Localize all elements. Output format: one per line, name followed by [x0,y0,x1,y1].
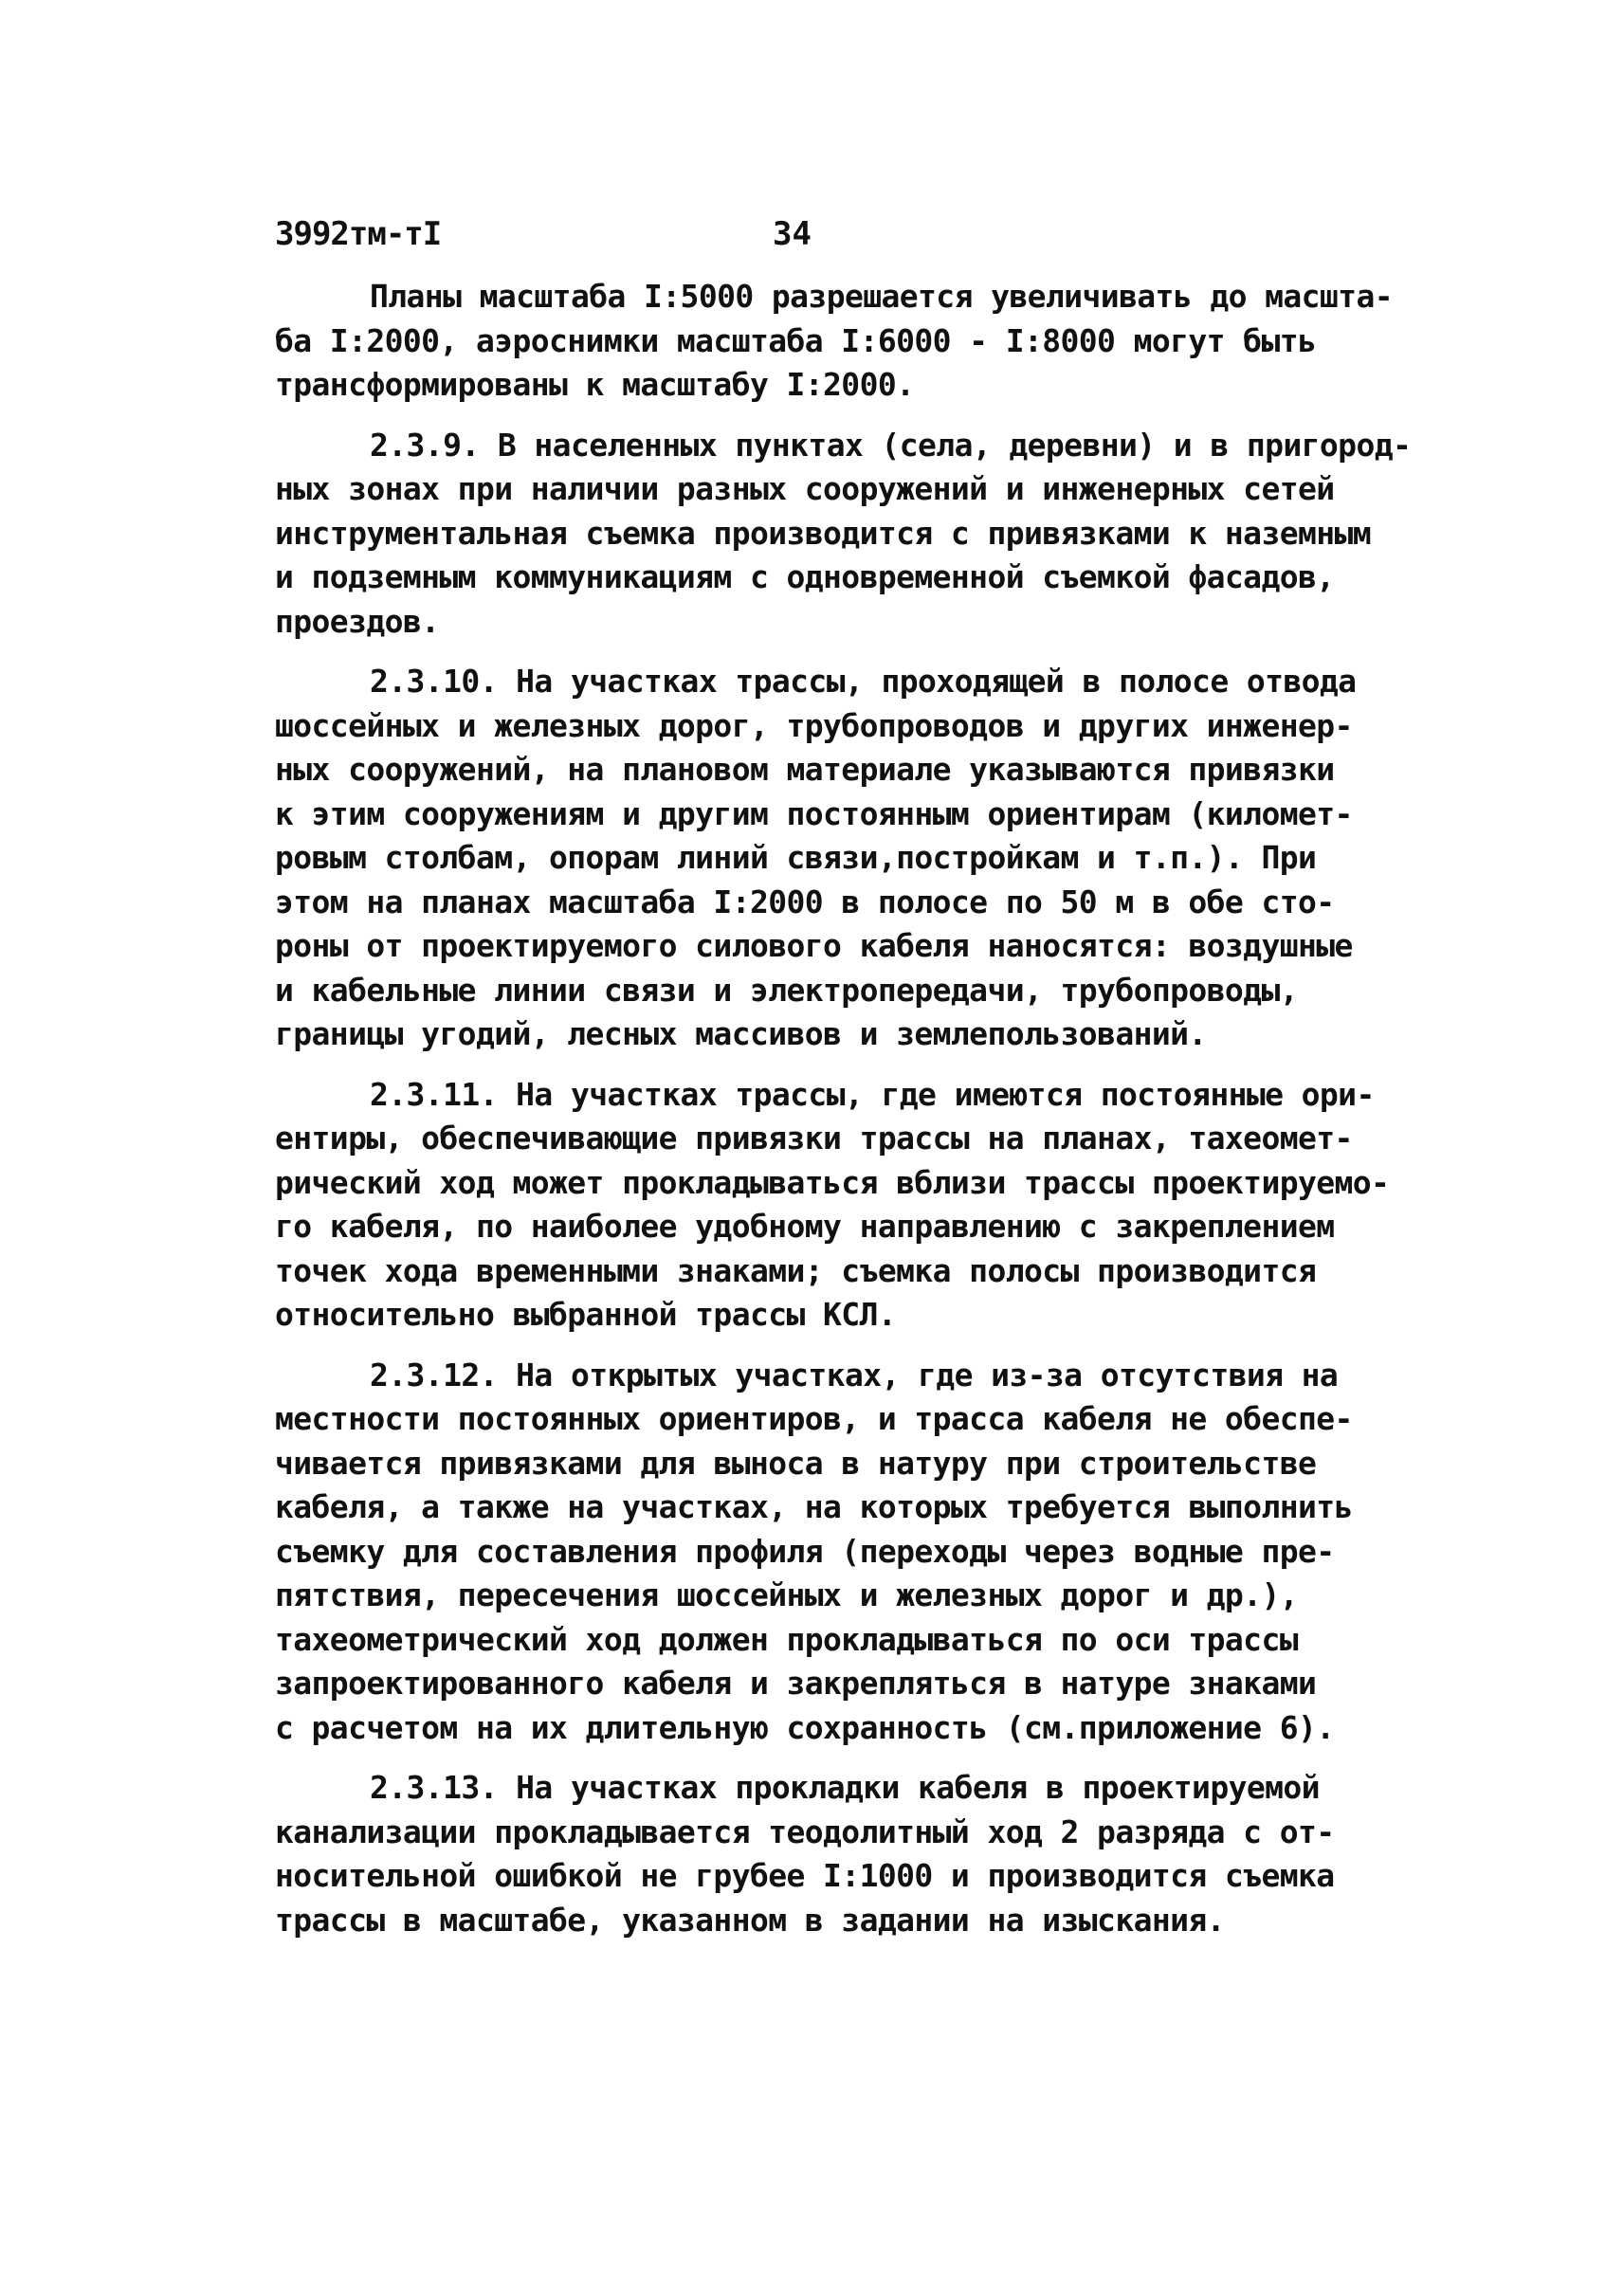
text-line: пятствия, пересечения шоссейных и железных дорог и др.), [275,1576,1298,1613]
text-line: Планы масштаба I:5000 разрешается увеличивать до масшта- [370,278,1393,315]
text-line: точек хода временными знаками; съемка полосы производится [275,1251,1317,1289]
page-header [275,210,1413,258]
text-line: 2.3.12. На открытых участках, где из-за отсутствия на [370,1356,1339,1393]
text-line: ентиры, обеспечивающие привязки трассы на планах, тахеомет- [275,1120,1353,1157]
text-line: относительно выбранной трассы КСЛ. [275,1296,897,1333]
text-line: и подземным коммуникациям с одновременной съемкой фасадов, [275,558,1335,595]
text-line: тахеометрический ход должен прокладываться по оси трассы [275,1620,1298,1658]
text-line: запроектированного кабеля и закрепляться в натуре знаками [275,1665,1317,1702]
text-line: ба I:2000, аэроснимки масштаба I:6000 - I:8000 могут быть [275,321,1317,359]
text-line: проездов. [275,602,440,640]
paragraph-plans-scale [275,275,1394,408]
text-line: местности постоянных ориентиров, и трасса кабеля не обеспе- [275,1400,1353,1437]
text-line: шоссейных и железных дорог, трубопроводов и других инженер- [275,706,1353,744]
text-line: носительной ошибкой не грубее I:1000 и производится съемка [275,1857,1335,1894]
text-line: ровым столбам, опорам линий связи,постройкам и т.п.). При [275,839,1317,876]
text-line: рический ход может прокладываться вблизи трассы проектируемо- [275,1163,1390,1201]
paragraph-2-3-12 [275,1354,1394,1751]
body-text [275,275,1412,1958]
paragraph-2-3-9 [275,424,1412,645]
page-number: 34 [773,215,812,253]
text-line: роны от проектируемого силового кабеля наносятся: воздушные [275,927,1353,964]
text-line: трассы в масштабе, указанном в задании на изыскания. [275,1901,1225,1939]
text-line: съемку для составления профиля (переходы через водные пре- [275,1532,1335,1570]
text-line: с расчетом на их длительную сохранность (см.приложение 6). [275,1708,1335,1746]
text-line: 2.3.10. На участках трассы, проходящей в полосе отвода [370,663,1357,700]
paragraph-2-3-11 [275,1073,1394,1338]
text-line: и кабельные линии связи и электропередачи, трубопроводы, [275,971,1298,1009]
text-line: 2.3.13. На участках прокладки кабеля в проектируемой [370,1769,1320,1806]
text-line: 2.3.9. В населенных пунктах (села, деревни) и в пригород- [370,426,1412,464]
text-line: к этим сооружениям и другим постоянным ориентирам (километ- [275,794,1353,832]
paragraph-2-3-13 [275,1766,1394,1942]
document-code: 3992тм-тI [275,215,442,253]
text-line: трансформированы к масштабу I:2000. [275,366,915,403]
text-line: границы угодий, лесных массивов и землепользований. [275,1015,1207,1052]
text-line: ных зонах при наличии разных сооружений и инженерных сетей [275,470,1335,507]
text-line: ных сооружений, на плановом материале указываются привязки [275,751,1335,788]
paragraph-2-3-10 [275,660,1394,1057]
text-line: канализации прокладывается теодолитный ход 2 разряда с от- [275,1812,1335,1850]
text-line: го кабеля, по наиболее удобному направлению с закреплением [275,1208,1335,1245]
text-line: кабеля, а также на участках, на которых требуется выполнить [275,1488,1353,1525]
text-line: инструментальная съемка производится с привязками к наземным [275,514,1372,552]
text-line: 2.3.11. На участках трассы, где имеются постоянные ори- [370,1075,1375,1113]
text-line: чивается привязками для выноса в натуру при строительстве [275,1444,1317,1482]
text-line: этом на планах масштаба I:2000 в полосе по 50 м в обе сто- [275,883,1335,920]
